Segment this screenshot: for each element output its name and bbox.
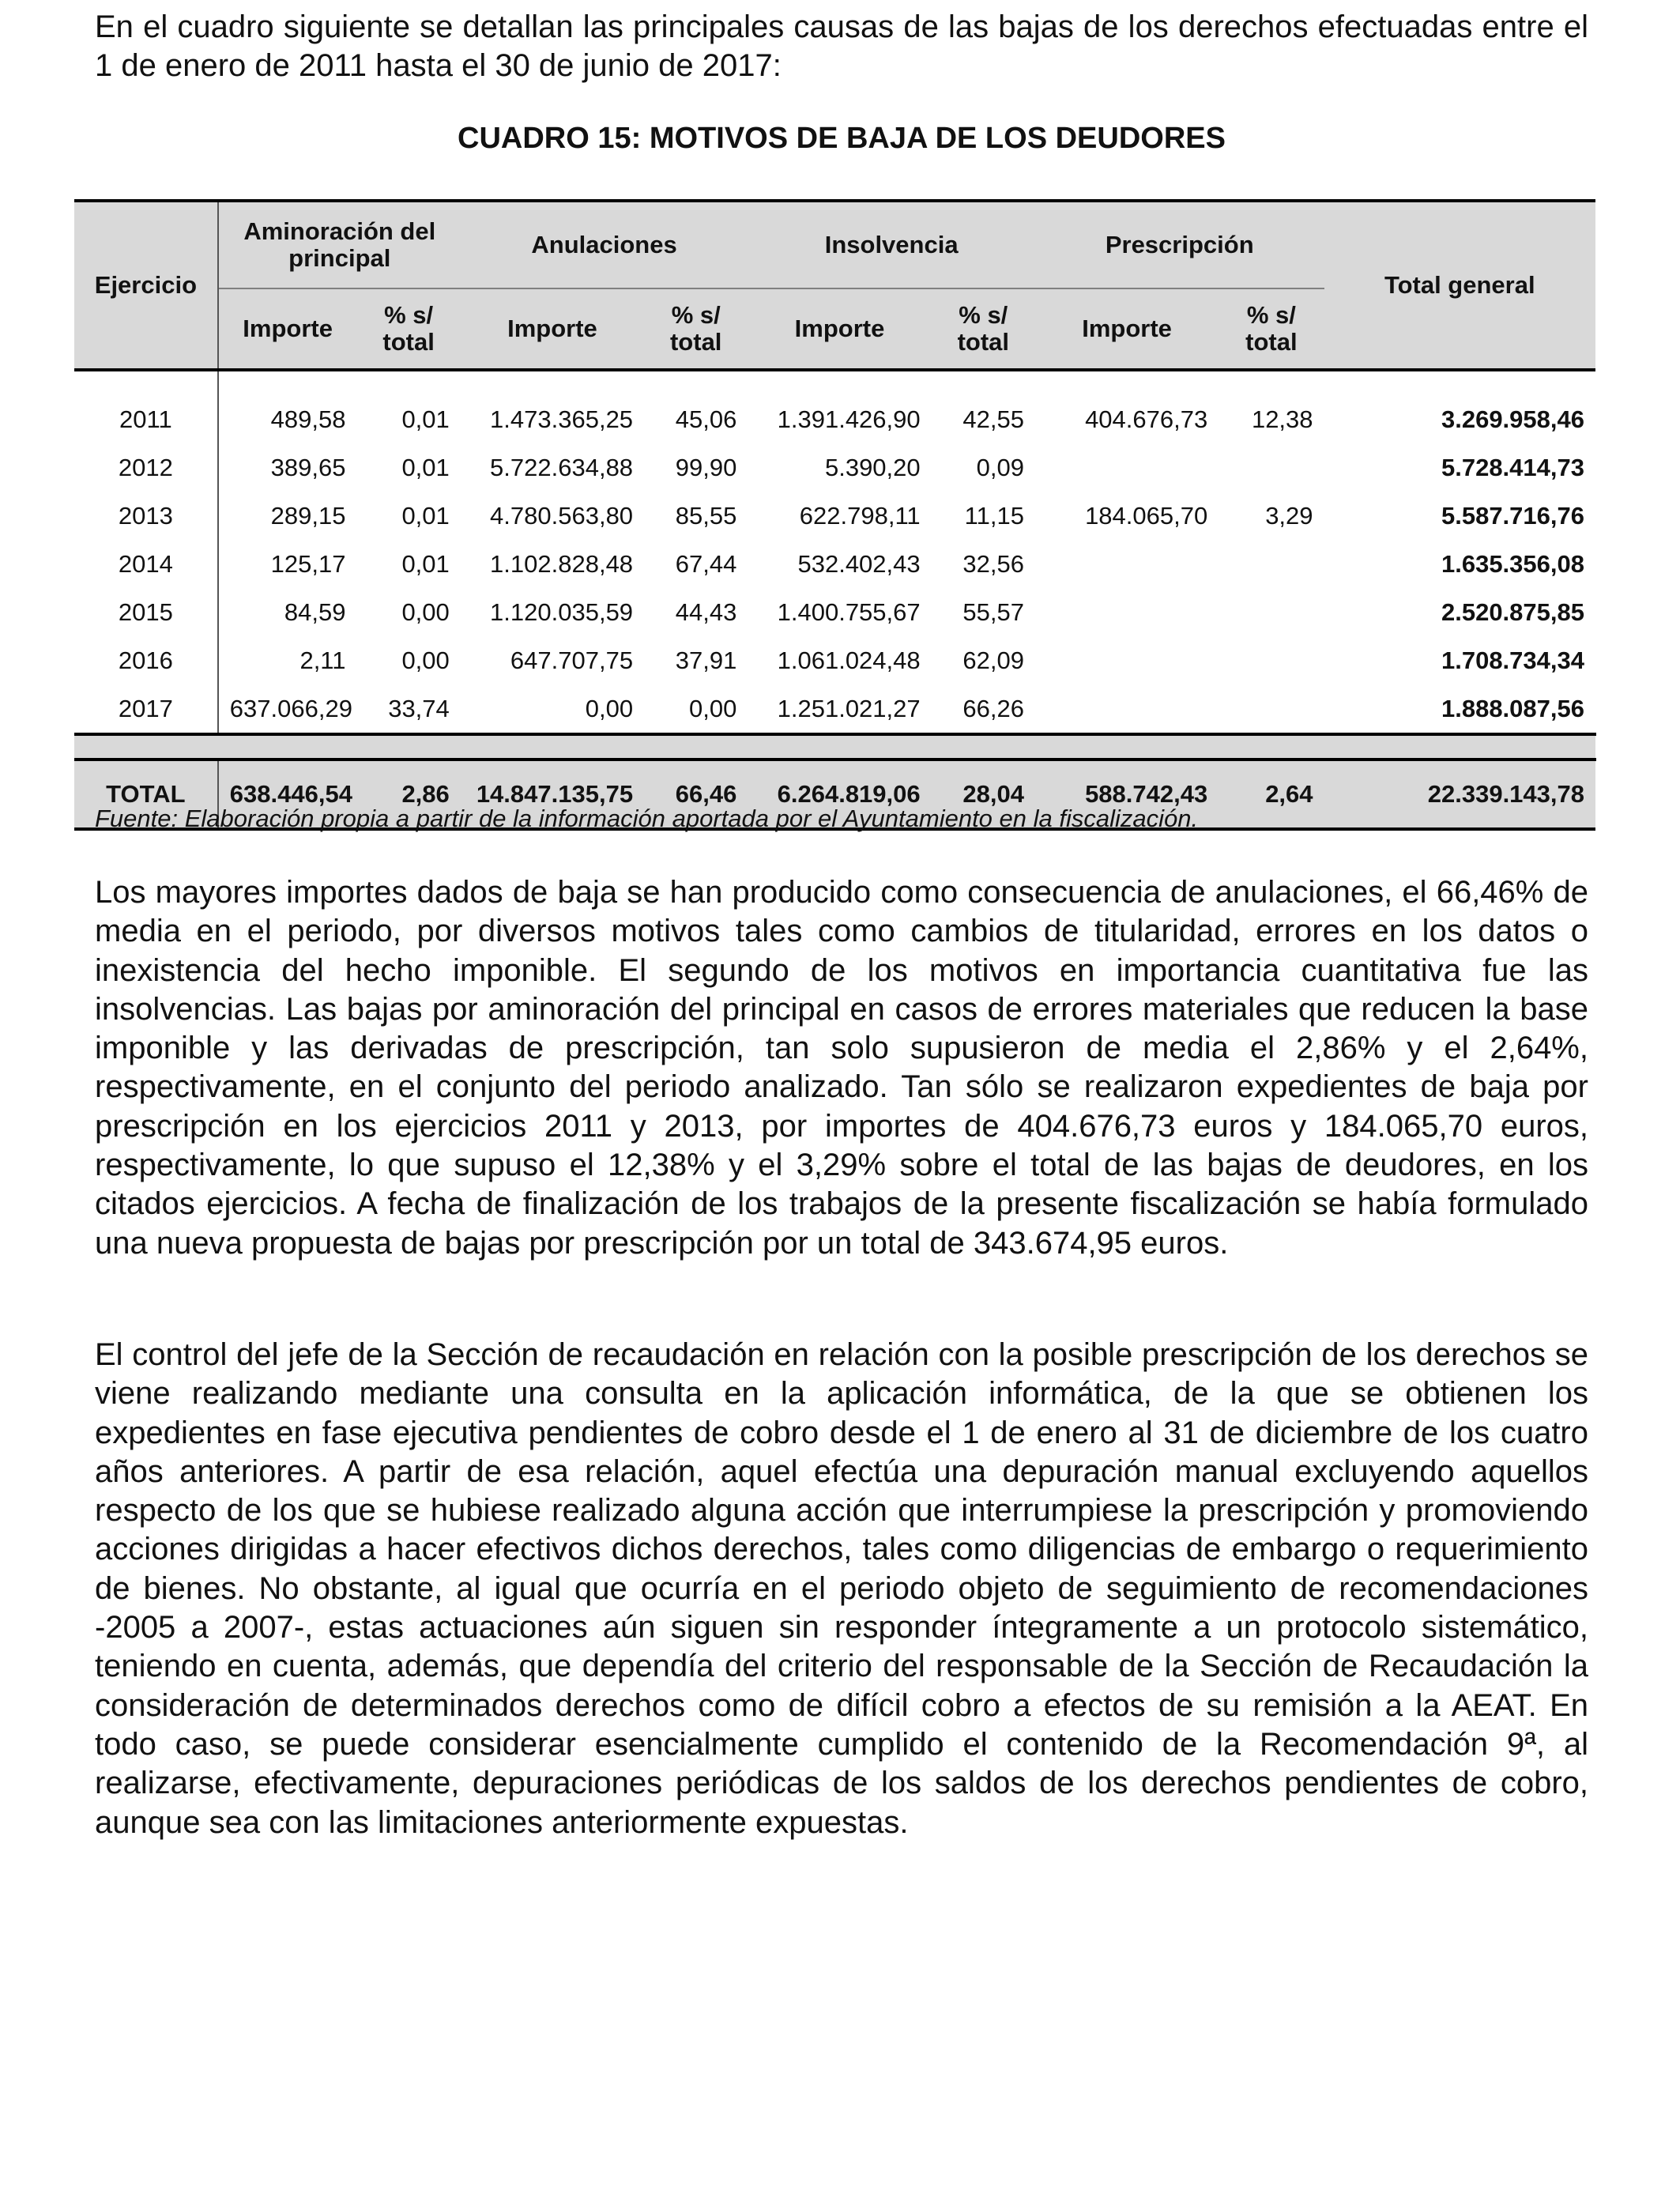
value-cell: 289,15 xyxy=(270,501,346,530)
value-cell: 0,00 xyxy=(689,694,737,722)
value-cell: 12,38 xyxy=(1251,405,1313,433)
value-cell xyxy=(1219,443,1324,492)
subheader-pct: % s/ total xyxy=(357,288,461,370)
value-cell xyxy=(1035,443,1219,492)
value-cell: 11,15 xyxy=(964,501,1024,530)
table-row xyxy=(74,370,1595,443)
value-cell: 5.390,20 xyxy=(824,453,921,481)
value-cell: 184.065,70 xyxy=(1085,501,1208,530)
value-cell: 3,29 xyxy=(1265,501,1313,530)
total-cell: 6.264.819,06 xyxy=(748,760,931,829)
value-cell: 37,91 xyxy=(675,646,737,674)
total-cell: 2,64 xyxy=(1219,760,1324,829)
subheader-importe: Importe xyxy=(461,288,644,370)
table-row xyxy=(74,492,1595,540)
total-cell: 28,04 xyxy=(932,760,1035,829)
subheader-importe: Importe xyxy=(748,288,931,370)
value-cell: 0,00 xyxy=(401,598,450,626)
header-ejercicio: Ejercicio xyxy=(74,201,218,370)
value-cell: 1.473.365,25 xyxy=(490,405,634,433)
value-cell: 99,90 xyxy=(675,453,737,481)
value-cell: 33,74 xyxy=(388,694,450,722)
value-cell: 85,55 xyxy=(675,501,737,530)
value-cell: 67,44 xyxy=(675,549,737,578)
value-cell: 637.066,29 xyxy=(229,694,352,722)
value-cell: 1.102.828,48 xyxy=(490,549,634,578)
value-cell: 532.402,43 xyxy=(797,549,921,578)
year-cell: 2017 xyxy=(74,684,218,734)
row-total-cell: 2.520.875,85 xyxy=(1441,598,1584,626)
value-cell xyxy=(1035,588,1219,636)
value-cell xyxy=(1219,540,1324,588)
subheader-importe: Importe xyxy=(218,288,357,370)
row-total-cell: 5.728.414,73 xyxy=(1441,453,1584,481)
value-cell xyxy=(1219,684,1324,734)
value-cell: 62,09 xyxy=(962,646,1024,674)
value-cell: 2,11 xyxy=(299,646,346,674)
table-row xyxy=(74,684,1595,734)
table-row xyxy=(74,588,1595,636)
value-cell: 622.798,11 xyxy=(799,501,921,530)
year-cell: 2016 xyxy=(74,636,218,684)
total-cell: 14.847.135,75 xyxy=(461,760,644,829)
value-cell: 55,57 xyxy=(962,598,1024,626)
value-cell: 66,26 xyxy=(962,694,1024,722)
row-total-cell: 1.888.087,56 xyxy=(1441,694,1584,722)
subheader-pct: % s/ total xyxy=(932,288,1035,370)
header-anulaciones: Anulaciones xyxy=(461,201,748,288)
value-cell: 1.251.021,27 xyxy=(777,694,921,722)
value-cell: 0,00 xyxy=(585,694,634,722)
row-total-cell: 3.269.958,46 xyxy=(1441,405,1584,433)
total-cell: 66,46 xyxy=(644,760,748,829)
row-total-cell: 1.635.356,08 xyxy=(1441,549,1584,578)
value-cell: 45,06 xyxy=(675,405,737,433)
intro-paragraph: En el cuadro siguiente se detallan las principales causas de las bajas de los derechos efectuadas entre el 1 de enero de 2011 hasta el 30 de junio de 2017: xyxy=(95,9,1588,83)
value-cell: 32,56 xyxy=(962,549,1024,578)
value-cell: 389,65 xyxy=(270,453,346,481)
value-cell: 84,59 xyxy=(284,598,346,626)
value-cell: 125,17 xyxy=(270,549,346,578)
table-source: Fuente: Elaboración propia a partir de la información aportada por el Ayuntamiento en la fiscalización. xyxy=(95,805,1199,832)
total-cell: 2,86 xyxy=(357,760,461,829)
subheader-pct: % s/ total xyxy=(644,288,748,370)
total-cell: 638.446,54 xyxy=(218,760,357,829)
value-cell: 1.391.426,90 xyxy=(777,405,921,433)
value-cell: 44,43 xyxy=(675,598,737,626)
row-total-cell: 5.587.716,76 xyxy=(1441,501,1584,530)
grand-total: 22.339.143,78 xyxy=(1324,760,1595,829)
year-cell: 2012 xyxy=(74,443,218,492)
value-cell: 489,58 xyxy=(270,405,346,433)
table-row xyxy=(74,443,1595,492)
body-paragraph: El control del jefe de la Sección de recaudación en relación con la posible prescripción de los derechos se viene realizando mediante una consulta en la aplicación informática, de la que se obtienen los expedientes en fase ejecutiva pendientes de cobro desde el 1 de enero al 31 de diciembre de los cuatro años anteriores. A partir de esa relación, aquel efectúa una depuración manual excluyendo aquellos respecto de los que se hubiese realizado alguna acción que interrumpiese la prescripción y promoviendo acciones dirigidas a hacer efectivos dichos derechos, tales como diligencias de embargo o requerimiento de bienes. No obstante, al igual que ocurría en el periodo objeto de seguimiento de recomendaciones -2005 a 2007-, estas actuaciones aún siguen sin responder íntegramente a un protocolo sistemático, teniendo en cuenta, además, que dependía del criterio del responsable de la Sección de Recaudación la consideración de determinados derechos como de difícil cobro a efectos de su remisión a la AEAT. En todo caso, se puede considerar esencialmente cumplido el contenido de la Recomendación 9ª, al realizarse, efectivamente, depuraciones periódicas de los saldos de los derechos pendientes de cobro, aunque sea con las limitaciones anteriormente expuestas. xyxy=(95,1337,1588,1840)
value-cell: 4.780.563,80 xyxy=(490,501,634,530)
value-cell: 1.061.024,48 xyxy=(777,646,921,674)
header-aminoracion: Aminoración del principal xyxy=(218,201,461,288)
value-cell xyxy=(1035,684,1219,734)
value-cell: 647.707,75 xyxy=(510,646,634,674)
body-paragraph: Los mayores importes dados de baja se han producido como consecuencia de anulaciones, el 66,46% de media en el periodo, por diversos motivos tales como cambios de titularidad, errores en los datos o inexistencia del hecho imponible. El segundo de los motivos en importancia cuantitativa fue las insolvencias. Las bajas por aminoración del principal en casos de errores materiales que reducen la base imponible y las derivadas de prescripción, tan solo supusieron de media el 2,86% y el 2,64%, respectivamente, en el conjunto del periodo analizado. Tan sólo se realizaron expedientes de baja por prescripción en los ejercicios 2011 y 2013, por importes de 404.676,73 euros y 184.065,70 euros, respectivamente, lo que supuso el 12,38% y el 3,29% sobre el total de las bajas de deudores, en los citados ejercicios. A fecha de finalización de los trabajos de la presente fiscalización se había formulado una nueva propuesta de bajas por prescripción por un total de 343.674,95 euros. xyxy=(95,875,1588,1261)
year-cell: 2014 xyxy=(74,540,218,588)
value-cell: 0,01 xyxy=(401,405,450,433)
header-prescripcion: Prescripción xyxy=(1035,201,1324,288)
header-total-general: Total general xyxy=(1324,201,1595,370)
value-cell: 404.676,73 xyxy=(1085,405,1208,433)
year-cell: 2015 xyxy=(74,588,218,636)
table-row xyxy=(74,540,1595,588)
value-cell xyxy=(1035,540,1219,588)
value-cell: 0,01 xyxy=(401,453,450,481)
value-cell: 1.120.035,59 xyxy=(490,598,634,626)
value-cell: 0,09 xyxy=(976,453,1024,481)
header-insolvencia: Insolvencia xyxy=(748,201,1035,288)
value-cell xyxy=(1035,636,1219,684)
table-body xyxy=(74,370,1595,734)
row-total-cell: 1.708.734,34 xyxy=(1441,646,1584,674)
table-row xyxy=(74,636,1595,684)
subheader-importe: Importe xyxy=(1035,288,1219,370)
year-cell: 2011 xyxy=(74,370,218,443)
value-cell: 5.722.634,88 xyxy=(490,453,634,481)
table-title: CUADRO 15: MOTIVOS DE BAJA DE LOS DEUDORES xyxy=(458,122,1226,155)
value-cell: 1.400.755,67 xyxy=(777,598,921,626)
motivos-baja-table xyxy=(74,199,1596,831)
value-cell: 0,00 xyxy=(401,646,450,674)
value-cell: 0,01 xyxy=(401,501,450,530)
total-cell: 588.742,43 xyxy=(1035,760,1219,829)
value-cell: 0,01 xyxy=(401,549,450,578)
year-cell: 2013 xyxy=(74,492,218,540)
value-cell: 42,55 xyxy=(962,405,1024,433)
value-cell xyxy=(1219,588,1324,636)
total-label: TOTAL xyxy=(74,760,218,829)
value-cell xyxy=(1219,636,1324,684)
subheader-pct: % s/ total xyxy=(1219,288,1324,370)
